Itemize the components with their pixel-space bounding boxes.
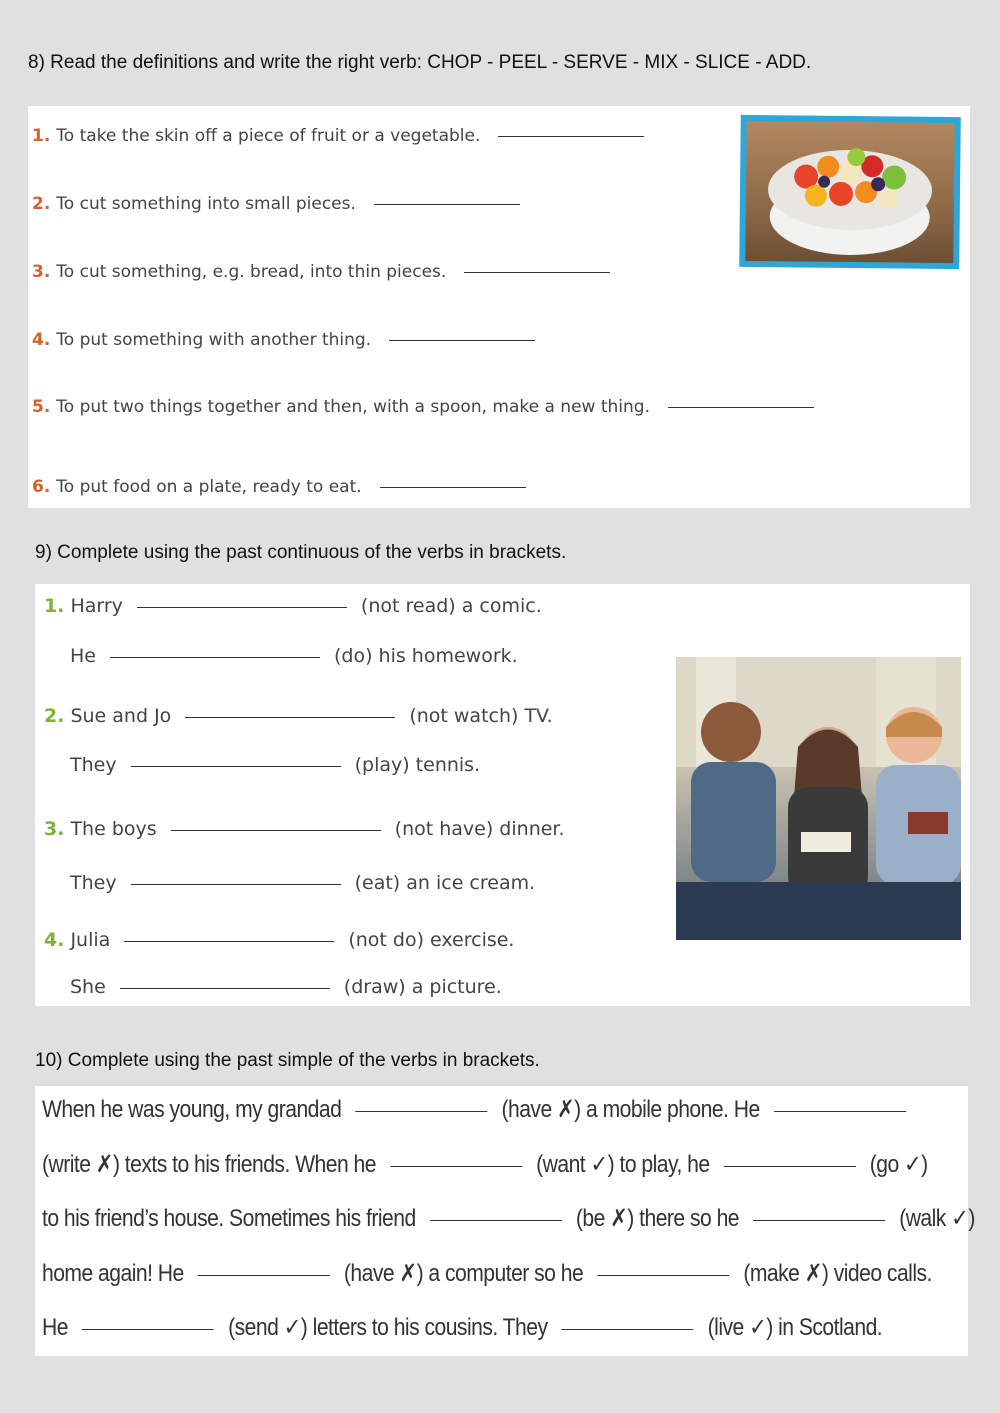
ex10-line-2: (write ✗) texts to his friends. When he (want ✓) to play, he (go ✓)	[42, 1151, 928, 1178]
ex10-blank-2a[interactable]	[390, 1165, 522, 1167]
ex10-blank-1a[interactable]	[355, 1110, 487, 1112]
ex8-blank-2[interactable]	[374, 203, 520, 205]
ex10-blank-3a[interactable]	[430, 1219, 562, 1221]
ex10-blank-2b[interactable]	[724, 1165, 856, 1167]
ex10-line-1: When he was young, my grandad (have ✗) a mobile phone. He	[42, 1095, 920, 1124]
fruit-salad-photo	[739, 115, 961, 269]
ex9-item-2a: 2. Sue and Jo (not watch) TV.	[44, 705, 553, 727]
ex9-item-2b: They (play) tennis.	[70, 754, 481, 776]
ex8-item-3: 3. To cut something, e.g. bread, into thin pieces.	[32, 262, 610, 282]
ex9-item-1b: He (do) his homework.	[70, 645, 518, 667]
teenagers-reading-photo	[676, 657, 961, 940]
ex10-line-4: home again! He (have ✗) a computer so he (make ✗) video calls.	[42, 1260, 932, 1287]
ex8-item-4: 4. To put something with another thing.	[32, 330, 535, 350]
ex9-blank-1a[interactable]	[137, 606, 347, 608]
ex8-item-2: 2. To cut something into small pieces.	[32, 194, 520, 214]
ex8-item-1: 1. To take the skin off a piece of fruit or a vegetable.	[32, 126, 644, 146]
ex10-blank-1b[interactable]	[774, 1110, 906, 1112]
ex8-item-6: 6. To put food on a plate, ready to eat.	[32, 477, 526, 497]
ex9-item-1a: 1. Harry (not read) a comic.	[44, 595, 542, 617]
ex9-item-4a: 4. Julia (not do) exercise.	[44, 929, 515, 951]
ex9-blank-4a[interactable]	[124, 940, 334, 942]
ex10-blank-5b[interactable]	[562, 1328, 694, 1330]
ex9-title: 9) Complete using the past continuous of the verbs in brackets.	[35, 542, 567, 563]
ex9-blank-3b[interactable]	[131, 883, 341, 885]
ex10-blank-4a[interactable]	[198, 1274, 330, 1276]
ex9-item-4b: She (draw) a picture.	[70, 976, 502, 998]
ex8-title: 8) Read the definitions and write the right verb: CHOP - PEEL - SERVE - MIX - SLICE - ADD.	[28, 52, 812, 73]
ex10-line-5: He (send ✓) letters to his cousins. They (live ✓) in Scotland.	[42, 1314, 883, 1341]
ex8-blank-5[interactable]	[668, 406, 814, 408]
ex8-blank-1[interactable]	[498, 135, 644, 137]
teenagers-illustration	[676, 657, 961, 940]
fruit-salad-illustration	[745, 121, 954, 263]
ex9-blank-3a[interactable]	[171, 829, 381, 831]
ex9-item-3a: 3. The boys (not have) dinner.	[44, 818, 565, 840]
ex10-blank-4b[interactable]	[597, 1274, 729, 1276]
ex9-blank-2a[interactable]	[185, 716, 395, 718]
ex10-blank-3b[interactable]	[753, 1219, 885, 1221]
ex8-item-5: 5. To put two things together and then, with a spoon, make a new thing.	[32, 397, 814, 417]
ex10-title: 10) Complete using the past simple of the verbs in brackets.	[35, 1050, 540, 1071]
ex9-blank-4b[interactable]	[120, 987, 330, 989]
ex9-blank-1b[interactable]	[110, 656, 320, 658]
ex8-blank-4[interactable]	[389, 339, 535, 341]
ex9-item-3b: They (eat) an ice cream.	[70, 872, 536, 894]
ex9-blank-2b[interactable]	[131, 765, 341, 767]
ex8-blank-6[interactable]	[380, 486, 526, 488]
ex10-blank-5a[interactable]	[82, 1328, 214, 1330]
ex10-line-3: to his friend’s house. Sometimes his friend (be ✗) there so he (walk ✓)	[42, 1205, 975, 1232]
ex8-blank-3[interactable]	[464, 271, 610, 273]
